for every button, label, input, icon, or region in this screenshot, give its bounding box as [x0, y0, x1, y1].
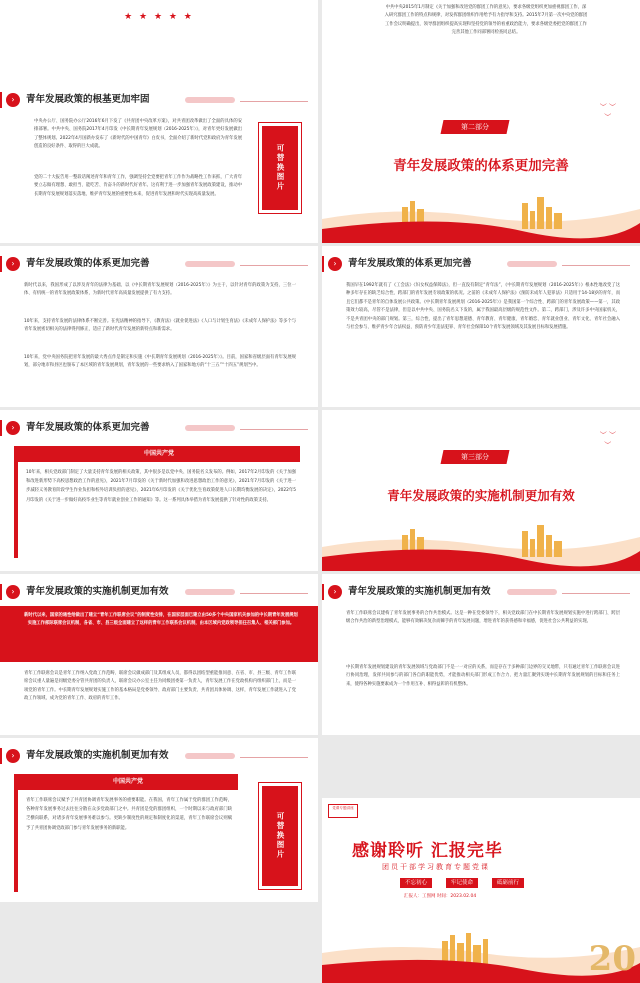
- text-line: 入研究群团工作的特点和规律，对发挥群团组织作用给予有力指导和支持。2015年7月第一次中央党的群团: [384, 13, 588, 19]
- image-placeholder-card[interactable]: [258, 122, 302, 214]
- slide-10-mechanism-detail[interactable]: [322, 574, 640, 735]
- slide-header: [322, 584, 640, 600]
- presenter-meta: 汇报人：工图网 时间：2023.02.04: [404, 894, 477, 899]
- chevron-right-icon: ›: [328, 585, 342, 599]
- slide-7-system-box[interactable]: [0, 410, 318, 571]
- slide-3-foundation[interactable]: [0, 82, 318, 243]
- placeholder-label: 可替换图片: [262, 786, 298, 886]
- body-paragraph: 10年来，党中央国务院把青年发展的最大秀点作是制定和实施《中长期青年发展规划（2016-2025年）》。目前，国家和省级层面有青年发展规划，部分地市和县区也颁布了本区域的青年发展规划，青年发展的一些要求纳入了国家和地方的“十三五”“十四五”规划当中。: [24, 355, 296, 369]
- birds-decoration: ︶ ︶ ︶: [599, 431, 616, 449]
- city-skyline-illustration: [322, 511, 640, 571]
- slide-title: 青年发展政策的根基更加牢固: [26, 94, 150, 105]
- text-line: 中共中央2015年1月制定《关于加强和改进党的群团工作的意见》，要求各级党组织更加重视群团工作，深: [385, 5, 587, 10]
- thanks-title: 感谢聆听 汇报完毕: [352, 841, 503, 861]
- seal-stamp: 党课专题讲座: [328, 804, 358, 818]
- stars-decoration: ★ ★ ★ ★ ★: [124, 12, 194, 22]
- body-paragraph: 我国早在1992年就有了《工会法》《妇女权益保障法》，但一直没有制定“青年法”，《中长期青年发展规划（2016-2025年）》根本性地改变了这种多年存在的缺乏综合性、跨部门的青年发展专项政策的状况。之前的《未成年人保护法》《预防未成年人犯罪法》只适用于14-18岁的青年，而且它们都不是青年的自体发展公共政策。《中长期青年发展规划（2016-2025年）》是我国第一个综合性、跨部门的青年发展政策——第一，其政策效力较高，尽管不是法律，但是以中共中央、国务院名义下发的，属于我国最高层级的规范性文件。第二，跨部门，涉及许多中央国家机关，不是共青团中央的部门规划。第三，综合性，提出了青年思想道德、青年教育、青年健康、青年婚恋、青年就业创业、青年文化、青年社会融入与社会参与、维护青少年合法权益、预防青少年违法犯罪、青年社会保障10个青年发展领域及其发展目标和发展措施。: [346, 283, 620, 331]
- slide-9-mechanism[interactable]: [0, 574, 318, 735]
- image-placeholder-card[interactable]: [258, 782, 302, 890]
- slide-title: 青年发展政策的体系更加完善: [26, 422, 150, 433]
- header-decoration: [507, 588, 630, 598]
- slide-8-part-three[interactable]: [322, 410, 640, 571]
- slide-title: 青年发展政策的体系更加完善: [348, 258, 472, 269]
- city-skyline-illustration: [322, 183, 640, 243]
- slide-5-system[interactable]: [0, 246, 318, 407]
- body-paragraph: 青年工作联席会议建构了青年发展事务的合作共治模式。这是一种在党委领导下，相关党政部门在中长期青年发展规划实施中进行跨部门、跨层级合作共治的新型治理模式，能够有效解决复杂而棘手的青年发展问题，增进青年的获得感和幸福感，促进社会公共利益的实现。: [346, 611, 620, 625]
- chevron-right-icon: ›: [6, 257, 20, 271]
- text-line: 完善其他工作同部署同检查同总结。: [451, 30, 521, 36]
- chevron-right-icon: ›: [6, 749, 20, 763]
- box-header: [18, 446, 300, 462]
- header-decoration: [185, 424, 308, 434]
- slide-title: 青年发展政策的实施机制更加有效: [26, 750, 169, 761]
- chevron-right-icon: ›: [6, 93, 20, 107]
- body-paragraph: 10年来，相关党政部门制定了大量支持青年发展的相关政策，其中很多是以党中央、国务院名义发布的。例如，2017年2月印发的《关于加强和改进新形势下高校思想政治工作的意见》，2021年7月印发的《关于新时代加强和改进思想政治工作的意见》，2021年7月印发的《关于进一步减轻义务教育阶段学生作业负担和校外培训负担的意见》，2021年6月印发的《关于优化生育政策促进人口长期均衡发展的决定》，2022年5月印发的《关于进一步做好高校毕业生等青年就业创业工作的通知》等。这一系列具体举措为青年发展提供了针对性的政策支持。: [26, 470, 296, 503]
- box-title: 中国共产党: [112, 778, 143, 785]
- body-paragraph: 党的二十大报告用一整段话阐述青年和青年工作，强调坚持全党要把青年工作作为战略性工作来抓，广大青年要立志做有理想、敢担当、能吃苦、肯奋斗的新时代好青年。这有利于进一步加强青年发展政策建设，推动中长期青年发展规划落实落地，维护青年发展的重要性本来，促进青年发展和时代实现高质量发展。: [34, 175, 242, 197]
- chevron-right-icon: ›: [6, 421, 20, 435]
- slide-12-thanks[interactable]: [322, 798, 640, 983]
- motto-pill: 牢记使命: [446, 878, 478, 888]
- slide-header: [0, 420, 318, 436]
- header-decoration: [185, 260, 308, 270]
- birds-decoration: ︶ ︶ ︶: [599, 103, 616, 121]
- body-paragraph: 中长期青年发展规划建设的青年发展领域与党政部门不是一一对应的关系，而是存在于多种部门边界的交叉地带，只有通过青年工作联席会议进行协同治理，发挥共同参与的部门各自的职能优势，才能推动相关部门形成工作合力、把力量汇聚到实现中长期青年发展规划的目标和任务上来，使得各种实施要素成为一个作用互补、相得益彰的有机整体。: [346, 665, 620, 687]
- thanks-subtitle: 团员干部学习教育专题党课: [382, 863, 490, 871]
- section-title: 青年发展政策的实施机制更加有效: [387, 488, 575, 503]
- section-title: 青年发展政策的体系更加完善: [393, 158, 569, 174]
- motto-pill: 砥砺前行: [492, 878, 524, 888]
- slide-4-part-two[interactable]: [322, 82, 640, 243]
- slide-header: [322, 256, 640, 272]
- anniversary-number: 20: [588, 939, 636, 979]
- highlight-box: [0, 606, 318, 662]
- accent-stripe: [14, 774, 18, 892]
- slide-6-system-detail[interactable]: [322, 246, 640, 407]
- slide-header: [0, 584, 318, 600]
- slide-11-mechanism-box[interactable]: [0, 738, 318, 902]
- box-header: [18, 774, 238, 790]
- slide-header: [0, 748, 318, 764]
- slide-header: [0, 256, 318, 272]
- slide-title: 青年发展政策的实施机制更加有效: [26, 586, 169, 597]
- slide-header: [0, 92, 318, 108]
- placeholder-label: 可替换图片: [262, 126, 298, 210]
- section-badge: 第三部分: [441, 450, 510, 464]
- slide-title: 青年发展政策的实施机制更加有效: [348, 586, 491, 597]
- header-decoration: [507, 260, 630, 270]
- box-title: 中国共产党: [143, 450, 174, 457]
- body-paragraph: 新时代以来，我国形成了以涉及青年的法律为基础、以《中长期青年发展规划（2016-2025年）》为主干，以针对青年的政策为支持，三位一体、有机统一的青年发展政策体系，为新时代青年高质量发展提供了有力支持。: [24, 283, 296, 297]
- highlight-text: 新时代以来，国家的通性给做出了建立“青年工作联席会议”的制度性安排，在国家层面已建立由50多个中央国家机关参加的中长期青年发展规划实施工作部际联席会议机制，各省、市、县三级全面建立了这样的青年工作联系会议机制，由本区域内党政领导担任召集人、相关部门参加。: [24, 613, 298, 627]
- header-decoration: [185, 96, 308, 106]
- header-decoration: [185, 588, 308, 598]
- accent-stripe: [14, 446, 18, 558]
- body-paragraph: 中央办公厅、国务院办公厅2016年6月下发了《共青团中央改革方案》，对共青团改革做出了全面的具体的安排部署。中共中央、国务院2017年4月印发《中长期青年发展规划（2016-2025年）》，对青年更好发展做出了整体规划。2022年4月国新办发布了《新时代的中国青年》白皮书，全面介绍了新时代党和政府为青年发展创造的良好条件、取得的巨大成就。: [34, 119, 242, 150]
- header-decoration: [185, 752, 308, 762]
- body-paragraph: 青年工作联席会议赋予了共青团协调青年发展事务的重要职能。在我国，青年工作属于党的群团工作范畴，各种青年发展事务过去往往分散在众多党政部门之中。共青团是党的群团组织，一个时期以来与政府部门缺乏横向联系，对诸多青年发展事务难以参与。更缺少制度性的规定和制度化的渠道，青年工作联席会议则赋予了共青团协调党政部门参与青年发展事务的新职能。: [26, 798, 232, 831]
- chevron-right-icon: ›: [6, 585, 20, 599]
- body-paragraph: 青年工作联席会议是青年工作纳入党政工作范畴、联席会议做成部门及其组成人员，都得以团结型重能推同意、在省、市、县三级、青年工作联席会议重人量遍是同级党委分管共青团的负责人，联席会议办公室主任为同级团委第一负责人，青年发展工作在党政机构内组织部门上，而是一项党的青年工作。中长期青年发展规划实施工作的基本格局是党委领导、政府部门主要负责、共青团具体协调、这样，青年发展工作就进入了党政工作领域，成为党的青年工作、政府的青年工作。: [24, 671, 296, 702]
- body-paragraph: 10年来，支持青年发展的法律体系不断完善。在宪法精神的指导下，《教育法》《就业促进法》《人口与计划生育法》《未成年人保护法》等多个与青年发展密切相关的法律得到修正，适应了新时代青年发展的新特点和新需求。: [24, 319, 296, 333]
- text-line: 工作会议明确提出，领导群团组织提高实现和坚持党的领导的看重政治能力，要求各级党委把党的群团工作: [385, 21, 587, 27]
- chevron-right-icon: ›: [328, 257, 342, 271]
- motto-pill: 不忘初心: [400, 878, 432, 888]
- slide-title: 青年发展政策的体系更加完善: [26, 258, 150, 269]
- section-badge: 第二部分: [441, 120, 510, 134]
